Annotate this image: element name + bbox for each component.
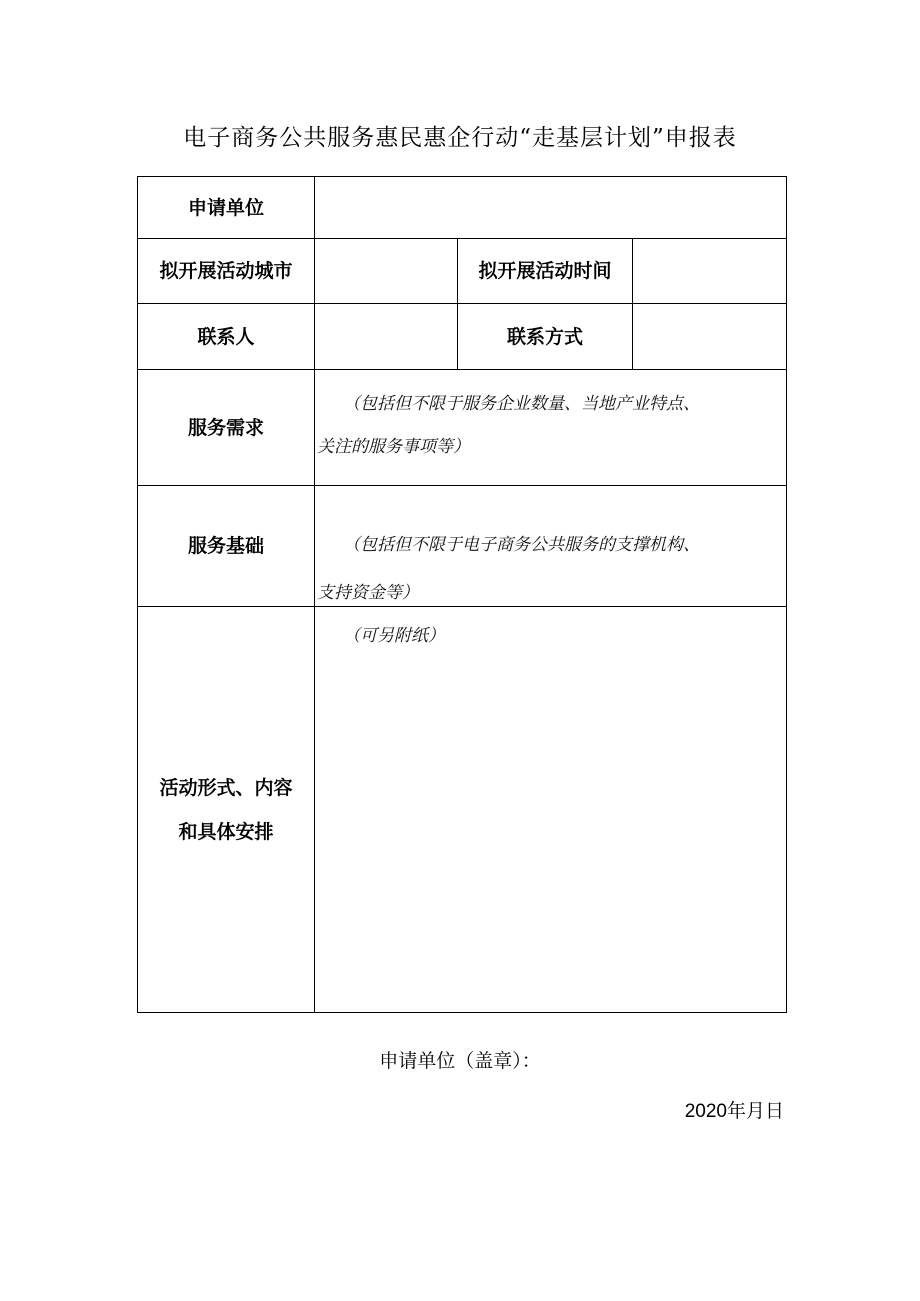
activity-label-line2: 和具体安排 <box>178 820 274 843</box>
activity-label-line1: 活动形式、内容 <box>159 776 293 799</box>
service-basis-hint-line2: 支持资金等） <box>317 583 419 603</box>
service-demand-hint-line2: 关注的服务事项等） <box>317 437 470 457</box>
service-basis-input[interactable] <box>315 486 786 606</box>
date-field: 2020年月日 <box>684 1101 784 1122</box>
city-label: 拟开展活动城市 <box>159 260 293 282</box>
contact-label: 联系人 <box>197 325 255 348</box>
applicant-input[interactable] <box>315 177 786 238</box>
service-demand-input[interactable] <box>315 370 786 485</box>
service-basis-hint-line1: （包括但不限于电子商务公共服务的支撑机构、 <box>343 535 700 555</box>
city-input[interactable] <box>315 239 457 303</box>
application-form-table <box>137 176 787 1013</box>
activity-input[interactable] <box>315 607 786 1012</box>
seal-label: 申请单位（盖章）： <box>379 1050 541 1072</box>
service-demand-hint-line1: （包括但不限于服务企业数量、当地产业特点、 <box>343 394 700 414</box>
service-basis-label: 服务基础 <box>187 535 264 557</box>
service-demand-label: 服务需求 <box>187 416 264 439</box>
activity-label <box>138 607 314 1012</box>
applicant-label: 申请单位 <box>187 196 264 219</box>
form-title: 电子商务公共服务惠民惠企行动“走基层计划”申报表 <box>183 125 737 151</box>
time-input[interactable] <box>633 239 786 303</box>
contact-method-input[interactable] <box>633 304 786 369</box>
contact-input[interactable] <box>315 304 457 369</box>
time-label: 拟开展活动时间 <box>478 260 612 282</box>
activity-hint: （可另附纸） <box>343 626 445 646</box>
contact-method-label: 联系方式 <box>506 325 583 348</box>
